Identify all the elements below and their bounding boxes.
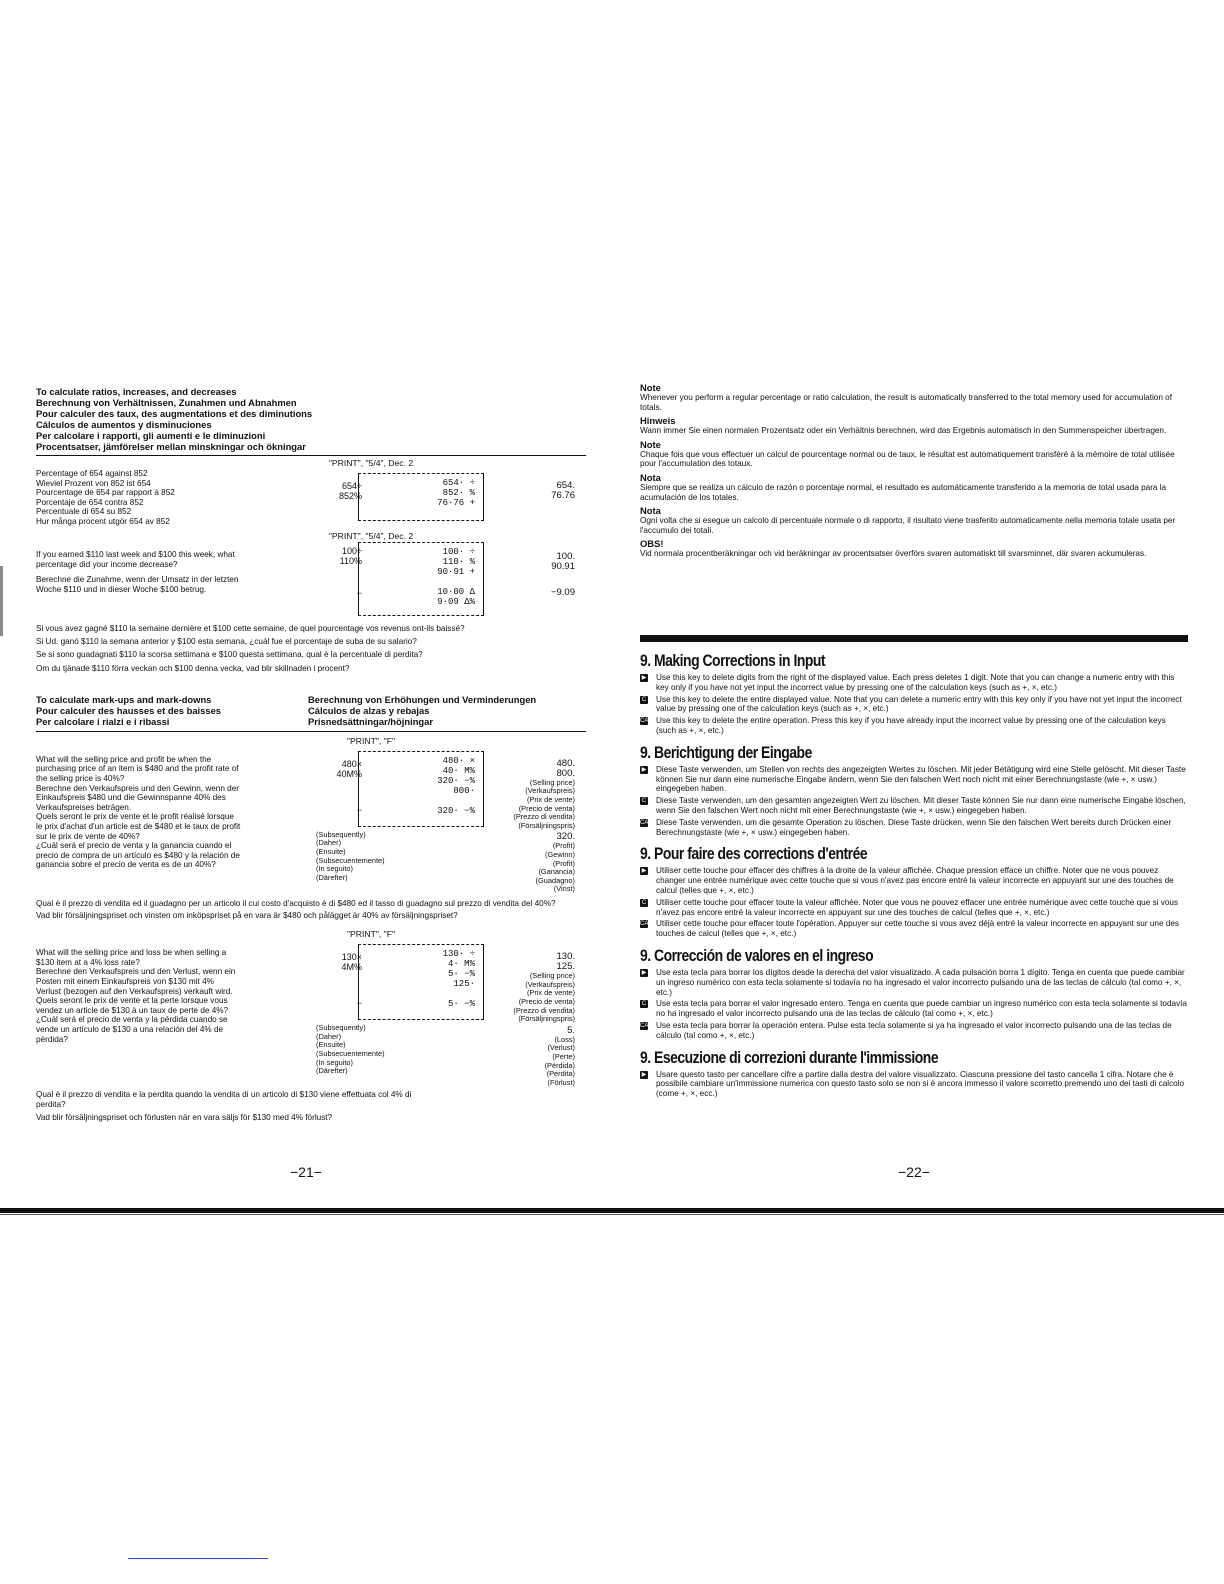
display-label: (Perdita) [546,1069,575,1079]
tape-line: 480· × [442,755,475,766]
key-description [640,673,1188,693]
key-entry: 100÷ [342,546,362,556]
right-page [640,382,1188,1099]
label: (Subsequently) [316,1023,366,1033]
example-text [36,469,241,527]
printer-tape [358,542,484,616]
clear-all-key-icon: CA [640,819,649,826]
backspace-key-icon: ▶ [641,766,647,773]
display-value: −9.09 [550,587,575,598]
left-margin-mark [0,566,3,636]
example-translations [36,899,586,921]
display-label: (Prix de vente) [526,795,575,804]
printer-tape [358,473,484,521]
tape-line: 654· ÷ [442,478,475,488]
section-title: 9. Corrección de valores en el ingreso [640,945,874,965]
tape-line: 9·09 Δ% [437,597,475,607]
key-description [640,796,1188,816]
tape-line: 40· M% [442,765,475,776]
backspace-key-icon: ▶ [641,675,647,681]
key-description [640,1021,1188,1041]
example-text [36,747,241,870]
note-heading: Nota [640,505,661,517]
display-label: (Selling price) [529,777,575,787]
backspace-key-icon: ▶ [641,969,647,976]
footer-underline [128,1558,268,1559]
heading-group [308,694,536,727]
description-text: Utiliser cette touche pour effacer des chiffres à la droite de la valeur affichée. Chaque pression efface un chiffre. Noter que ne vous pouvez changer une entrée numérique avec cette touche que si vous n'avez pas encore entré la valeur incorrecte en appuyant sur une des touches de calcul (telles que +, ×, etc.) [656,866,1174,895]
display-value: 320. [556,831,575,843]
heading-group [36,694,221,727]
description-text: Use esta tecla para borrar la operación entera. Pulse esta tecla solamente si ya ha ingresado el valor incorrecto pulsando una de las teclas de cálculo (tal como +, ×, etc.) [656,1020,1172,1040]
section-title: 9. Esecuzione di correzioni durante l'immissione [640,1047,939,1067]
example-markdown [36,940,586,1090]
key-entry: 654÷ [342,481,362,491]
key-entry: 852% [338,491,362,501]
text-line: Si Ud. ganó $110 la semana anterior y $100 esta semana, ¿cuál fue el porcentaje de suba de su salario? [36,637,417,647]
key-entry: 40M% [336,768,362,779]
key-description [640,968,1188,997]
heading: Pour calculer des taux, des augmentations et des diminutions [36,408,313,419]
example-translations [36,1090,586,1123]
text-line: Si vous avez gagné $110 la semaine dernière et $100 cette semaine, de quel pourcentage vos revenus ont-ils baissé? [36,624,465,633]
display-value: 100. [556,551,575,562]
display-label: (Loss) [554,1034,575,1044]
subsequently-labels [316,831,385,883]
label: (Subsecuentemente) [316,1049,385,1058]
key-sequence [322,546,362,598]
bottom-border [0,1208,1224,1213]
text-line: Porcentaje de 654 contra 852 [36,497,144,507]
ratios-headings [36,386,586,456]
description-text: Diese Taste verwenden, um Stellen von rechts des angezeigten Wertes zu löschen. Mit jeder Betätigung wird eine Stelle gelöscht. Mit dieser Taste können Sie nur dann eine numerische Eingabe ändern, wenn Sie den falschen Wert noch nicht mit einer Berechnungstaste (wie +, × usw.) eingegeben haben. [656,764,1186,794]
display-label: (Gewinn) [545,849,575,859]
example-text [36,940,241,1044]
heading: Per calcolare i rapporti, gli aumenti e le diminuzioni [36,430,266,441]
note-heading: OBS! [640,538,664,550]
tape-line: 320· −% [437,805,475,816]
tape-line: 852· % [442,488,475,498]
key-sequence [322,481,362,501]
display-label: (Försäljningspris) [518,820,575,830]
label: (Därefter) [316,1066,348,1076]
display-value: 5. [567,1024,575,1036]
key-description [640,898,1188,918]
key-entry: − [356,998,362,1009]
note-heading: Note [640,438,661,450]
text-line: If you earned $110 last week and $100 this week, what percentage did your income decrease? [36,550,235,569]
key-description [640,999,1188,1019]
label: (Därefter) [316,872,348,882]
text-line: Quels seront le prix de vente et le profit réalisé lorsque le prix d'achat d'un article est de $480 et le taux de profit sur le prix de vente de 40%? [36,812,241,841]
left-page [36,386,586,1123]
heading: Berechnung von Erhöhungen und Verminderungen [308,693,537,705]
label: (Subsequently) [316,829,366,839]
example-markup [36,747,586,899]
display-values [512,552,575,598]
section-title: 9. Making Corrections in Input [640,651,826,670]
key-description [640,919,1188,939]
key-entry: − [356,804,362,815]
heading: Cálculos de alzas y rebajas [308,704,430,716]
example-text [36,542,241,594]
mode-setting: "PRINT", "5/4", Dec. 2 [328,531,414,541]
key-entry: 110% [339,556,362,566]
display-label: (Försäljningspris) [518,1014,575,1024]
display-value: 90.91 [551,561,575,572]
clear-key-icon: C [641,696,647,703]
heading: Pour calculer des hausses et des baisses [36,704,221,716]
display-label: (Perte) [552,1051,575,1061]
key-description [640,818,1188,838]
label: (In seguito) [316,1057,353,1067]
text-line: Wieviel Prozent von 852 ist 654 [36,478,151,488]
text-line: Se si sono guadagnati $110 la scorsa settimana e $100 questa settimana, qual è la percentuale di perdita? [36,650,423,660]
display-label: (Guadagno) [535,875,575,885]
key-entry: 4M% [341,962,362,973]
display-label: (Precio de venta) [518,803,575,813]
corrections-sections [640,644,1188,1101]
clear-key-icon: C [641,1001,647,1008]
text-line: Hur många procent utgör 654 av 852 [36,516,170,526]
note-text: Ogni volta che si esegue un calcolo di percentuale normale o di rapporto, il risultato viene trasferito automaticamente nella memoria totale usata per l'accumulo dei totali. [640,516,1176,535]
description-text: Utiliser cette touche pour effacer toute l'opération. Appuyer sur cette touche si vous avez déjà entré la valeur incorrecte en appuyant sur une des touches de calcul (telles que +, ×, etc.) [656,919,1179,939]
tape-line: 5· −% [447,999,475,1010]
display-value: 480. [556,757,575,769]
text-line: Berechne den Verkaufspreis und den Verlust, wenn ein Posten mit einem Einkaufspreis von $130 mit 4% Verlust (bezogen auf den Verkaufspreis) verkauft wird. [36,967,236,996]
text-line: Quels seront le prix de vente et la perte lorsque vous vendez un article de $130 à un taux de perte de 4%? [36,996,229,1015]
display-values [512,759,575,894]
display-values [512,952,575,1087]
label: (Daher) [316,838,342,848]
clear-all-key-icon: CA [640,921,649,928]
clear-all-key-icon: CA [640,718,649,725]
display-value: 800. [556,767,575,779]
display-value: 654. [556,480,575,491]
tape-line: 130· ÷ [442,949,475,960]
label: (Ensuite) [316,847,346,856]
display-label: (Verkaufspreis) [525,786,575,796]
display-label: (Verlust) [547,1043,575,1053]
example-translations [36,624,586,674]
heading: To calculate ratios, increases, and decreases [36,386,237,397]
display-value: 130. [556,951,575,963]
display-label: (Förlust) [547,1077,575,1087]
note-text: Siempre que se realiza un cálculo de razón o porcentaje normal, el resultado es automáticamente transferido a la memoria de total usada para la acumulación de los totales. [640,482,1167,502]
description-text: Use esta tecla para borrar el valor ingresado entero. Tenga en cuenta que puede cambiar un ingreso numérico con esta tecla solamente si todavía no ha ingresado el valor incorrecto pulsando una de las teclas de cálculo (tal como +, ×, etc.) [656,999,1187,1019]
markup-headings [36,694,586,732]
text-line: Pourcentage de 654 par rapport à 852 [36,488,175,498]
label: (Ensuite) [316,1040,346,1050]
text-line: Percentage of 654 against 852 [36,469,148,478]
subsequently-labels [316,1024,385,1076]
description-text: Usare questo tasto per cancellare cifre a partire dalla destra del valore visualizzato. Ciascuna pressione del tasto cancella 1 cifra. Notare che è possibile cambiare un'immissione numerica con questo tasto solo se non si è ancora immesso il valore scorretto premendo uno dei tasti di calcolo (come +, ×, ecc.) [656,1069,1185,1099]
note-heading: Note [640,382,661,393]
bottom-rule [0,1214,1224,1215]
note-text: Whenever you perform a regular percentage or ratio calculation, the result is automatically transferred to the total memory used for accumulation of totals. [640,393,1172,412]
tape-line: 100· ÷ [442,547,475,557]
text-line: Berechne die Zunahme, wenn der Umsatz in der letzten Woche $110 und in dieser Woche $100 betrug. [36,575,239,594]
label: (Daher) [316,1031,342,1041]
example-ratio [36,469,586,529]
tape-line: 4· M% [447,959,475,970]
description-text: Diese Taste verwenden, um den gesamten angezeigten Wert zu löschen. Mit dieser Taste können Sie nur dann eine numerische Eingabe löschen, wenn Sie den falschen Wert noch nicht mit einer Berechnungstaste (wie +, × usw.) eingegeben haben. [656,796,1186,815]
key-description [640,765,1188,794]
tape-line: 125· [453,979,475,990]
display-label: (Selling price) [529,971,575,981]
note-text: Wann immer Sie einen normalen Prozentsatz oder ein Verhältnis berechnen, wird das Ergebnis automatisch in den Summenspeicher übertragen. [640,426,1167,436]
page-number-right: −22− [898,1164,930,1180]
key-description [640,866,1188,895]
text-line: Percentuale di 654 su 852 [36,507,132,517]
tape-line: 320· −% [437,775,475,786]
key-entry: 480× [341,758,362,769]
section-title: 9. Berichtigung der Eingabe [640,742,812,762]
tape-line: 76·76 + [437,498,475,508]
display-label: (Profit) [552,858,575,868]
display-label: (Prix de vente) [526,988,575,998]
label: (Subsecuentemente) [316,855,385,865]
description-text: Use esta tecla para borrar los dígitos desde la derecha del valor visualizado. A cada pulsación borra 1 dígito. Tenga en cuenta que puede cambiar un ingreso numérico con esta tecla solamente si todavía no ha ingresado el valor incorrecto pulsando una de las teclas de cálculo (tal como +, ×, etc.) [656,967,1185,997]
heading: Berechnung von Verhältnissen, Zunahmen und Abnahmen [36,397,297,408]
text-line: ¿Cuál será el precio de venta y la pérdida cuando se vende un artículo de $130 a una relación del 4% de pérdida? [36,1015,228,1044]
display-label: (Prezzo di vendita) [513,1005,575,1015]
text-line: ¿Cuál será el precio de venta y la ganancia cuando el precio de compra de un artículo es $480 y la relación de ganancia sobre el precio de venta es de un 40%? [36,841,240,870]
section-divider-bar [640,635,1188,642]
note-text: Vid normala procentberäkningar och vid beräkningar av procentsatser överförs svaren automatiskt till svarsminnet, där svaren ackumuleras. [640,549,1147,559]
printer-tape [358,944,484,1020]
clear-all-key-icon: CA [640,1022,649,1029]
note-heading: Hinweis [640,415,676,427]
text-line: Berechne den Verkaufspreis und den Gewinn, wenn der Einkaufspreis $480 und die Gewinnspanne 40% des Verkaufspreises beträgen. [36,783,239,812]
display-label: (Profit) [552,841,575,851]
display-label: (Precio de venta) [518,997,575,1006]
key-description [640,716,1188,736]
key-sequence [322,952,362,1008]
text-line: Om du tjänade $110 förra veckan och $100 denna vecka, vad blir skillnaden i procent? [36,663,350,673]
key-entry: 130× [341,952,362,963]
description-text: Utiliser cette touche pour effacer toute la valeur affichée. Noter que vous ne pouvez effacer une entrée numérique avec cette touche que si vous n'avez pas encore entré la valeur incorrecte en appuyant sur une des touches de calcul (telles que +, ×, etc.) [656,897,1179,917]
text-line: What will the selling price and loss be when selling a $130 item at a 4% loss rate? [36,948,227,967]
note-text: Chaque fois que vous effectuer un calcul de pourcentage normal ou de taux, le résultat est automatiquement transféré à la mémoire de total utilisée pour l'accumulation des totaux. [640,449,1175,469]
mode-setting: "PRINT", "F" [346,735,395,746]
tape-line: 5· −% [447,969,475,980]
section-title: 9. Pour faire des corrections d'entrée [640,844,868,864]
description-text: Use this key to delete the entire displayed value. Note that you can delete a numeric entry with this key only if you have not yet input the incorrect value by pressing one of the calculation keys (such as +, ×, etc.) [656,694,1182,714]
description-text: Diese Taste verwenden, um die gesamte Operation zu löschen. Diese Taste drücken, wenn Sie den falschen Wert bereits durch Drücken einer Berechnungstaste (wie +, × usw.) eingegeben haben. [656,817,1172,837]
backspace-key-icon: ▶ [641,1071,647,1078]
heading: To calculate mark-ups and mark-downs [36,693,212,705]
display-values [512,481,575,501]
heading: Prisnedsättningar/höjningar [308,715,434,727]
backspace-key-icon: ▶ [641,868,647,875]
display-label: (Verkaufspreis) [525,979,575,989]
display-value: 125. [556,961,575,973]
tape-line: 90·91 + [437,567,475,577]
example-decrease [36,542,586,622]
tape-line: 110· % [442,557,475,567]
description-text: Use this key to delete digits from the right of the displayed value. Each press deletes 1 digit. Note that you can change a numeric entry with this key only if you have not yet input the incorrect value by pressing one of the calculation keys (such as +, ×, etc.) [656,673,1175,692]
description-text: Use this key to delete the entire operation. Press this key if you have already input the incorrect value by pressing one of the calculation keys (such as +, ×, etc.) [656,716,1166,735]
key-description [640,1070,1188,1099]
page-number-left: −21− [290,1164,322,1180]
text-line: Qual è il prezzo di vendita ed il guadagno per un articolo il cui costo d'acquisto è di $480 ed il tasso di guadagno sul prezzo di vendita del 40%? [36,898,556,908]
display-value: 76.76 [551,490,575,501]
text-line: Qual è il prezzo di vendita e la perdita quando la vendita di un articolo di $130 viene effettuata col 4% di perdita? [36,1090,412,1110]
text-line: Vad blir försäljningspriset och vinsten om inköpspriset på en vara är $480 och pålägget är 40% av försäljningspriset? [36,911,458,921]
clear-key-icon: C [641,798,647,805]
printer-tape [358,751,484,827]
tape-line: 800· [453,785,475,796]
tape-line: 10·00 Δ [437,587,475,597]
notes [640,382,1188,559]
text-line: Vad blir försäljningspriset och förlusten när en vara säljs för $130 med 4% förlust? [36,1112,333,1122]
label: (In seguito) [316,864,353,874]
key-entry: − [356,588,362,598]
key-description [640,695,1188,715]
heading: Cálculos de aumentos y disminuciones [36,419,212,430]
display-label: (Prezzo di vendita) [513,812,575,822]
mode-setting: "PRINT", "F" [346,929,395,940]
mode-setting: "PRINT", "5/4", Dec. 2 [328,458,414,468]
heading: Per calcolare i rialzi e i ribassi [36,715,170,727]
display-label: (Ganancia) [538,867,575,877]
heading: Procentsatser, jämförelser mellan minskningar och ökningar [36,441,306,452]
display-label: (Vinst) [553,884,575,894]
note-heading: Nota [640,471,661,483]
key-sequence [322,759,362,815]
text-line: What will the selling price and profit be when the purchasing price of an item is $480 and the profit rate of the selling price is 40%? [36,754,239,783]
display-label: (Pérdida) [544,1060,575,1070]
clear-key-icon: C [641,899,647,906]
